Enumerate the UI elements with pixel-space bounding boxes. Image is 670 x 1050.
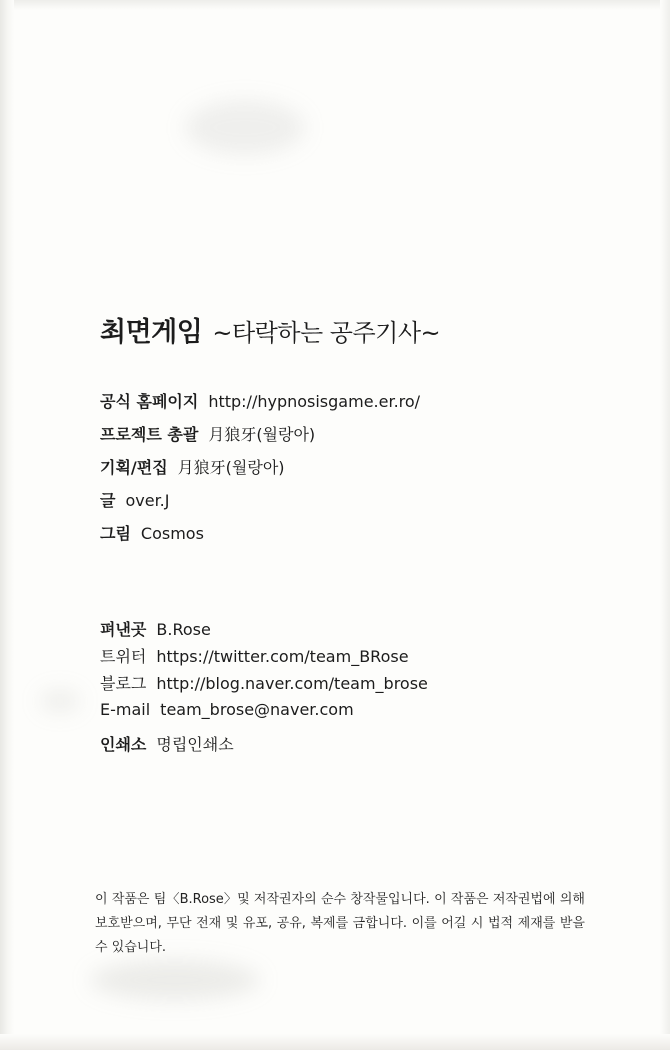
printer-row — [100, 732, 234, 755]
credit-row — [100, 491, 620, 511]
twitter-value[interactable]: https://twitter.com/team_BRose — [156, 646, 409, 666]
twitter-row — [100, 647, 620, 668]
credit-label: 글 — [100, 491, 116, 510]
publisher-label: 펴낸곳 — [100, 620, 147, 639]
credit-row — [100, 458, 620, 478]
email-label: E-mail — [100, 700, 151, 720]
publisher-row — [100, 620, 620, 641]
credit-row — [100, 524, 620, 544]
email-row — [100, 700, 620, 721]
twitter-label: 트위터 — [100, 646, 147, 666]
credit-label: 그림 — [100, 524, 131, 543]
copyright-notice: 이 작품은 팀〈B.Rose〉및 저작권자의 순수 창작물입니다. 이 작품은 저작권법에 의해 보호받으며, 무단 전재 및 유포, 공유, 복제를 금합니다. 이를 어길 시 법적 제재를 받을 수 있습니다. — [95, 892, 585, 956]
blog-label: 블로그 — [100, 673, 147, 693]
title-subtitle: ~타락하는 공주기사~ — [212, 319, 441, 347]
credits-list — [100, 392, 620, 557]
publisher-value: B.Rose — [156, 620, 211, 639]
credit-row — [100, 425, 620, 445]
page-title — [100, 310, 440, 349]
printer-value: 명립인쇄소 — [156, 735, 234, 754]
email-value[interactable]: team_brose@naver.com — [160, 700, 354, 720]
credit-label: 기획/편집 — [100, 458, 168, 477]
publisher-block — [100, 620, 620, 727]
credit-row — [100, 392, 620, 412]
credit-value: Cosmos — [140, 524, 204, 543]
credit-label: 공식 홈페이지 — [100, 392, 199, 411]
printer-label: 인쇄소 — [100, 735, 147, 754]
credit-value: http://hypnosisgame.er.ro/ — [208, 392, 421, 411]
title-main: 최면게임 — [100, 317, 203, 348]
blog-row — [100, 674, 620, 695]
credit-value: over.J — [125, 491, 170, 510]
credit-value: 月狼牙(월랑아) — [208, 425, 316, 444]
credit-value: 月狼牙(월랑아) — [177, 458, 285, 477]
blog-value[interactable]: http://blog.naver.com/team_brose — [156, 673, 428, 693]
credit-label: 프로젝트 총괄 — [100, 425, 199, 444]
